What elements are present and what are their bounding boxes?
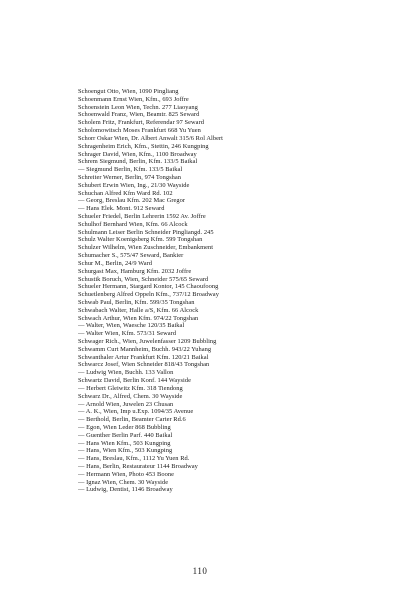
directory-entry: Schwager Rich., Wien, Juwelenfasser 1209 Bubbling xyxy=(78,338,217,345)
directory-entry: Schoenmann Ernst Wien, Kfm., 693 Joffre xyxy=(78,95,189,103)
directory-entry: — Hans, Berlin, Restaurateur 1144 Broadway xyxy=(78,463,198,470)
directory-entry: Schoenstein Leon Wien, Techn. 277 Liaoyang xyxy=(78,103,198,111)
directory-entry: Schumacher S., 575/47 Seward, Bankier xyxy=(78,252,184,260)
directory-entry: Schoengut Otto, Wien, 1090 Pingliang xyxy=(78,88,179,95)
directory-entry: — Hans Elek. Mont. 912 Seward xyxy=(78,205,165,213)
directory-entry: Scholomowitsch Moses Frankfurt 668 Yu Yuen xyxy=(78,127,201,135)
page-number: 110 xyxy=(192,566,208,576)
directory-entry: Schwanthaler Artur Frankfurt Kfm. 120/21 Baikal xyxy=(78,353,209,361)
directory-entry: Schrager David, Wien, Kfm., 1100 Broadway xyxy=(78,150,197,158)
directory-entry: — Hans, Wien Kfm., 503 Kungping xyxy=(78,447,173,455)
directory-entry: — Ignaz Wien, Chem. 30 Wayside xyxy=(78,478,169,486)
directory-entry: Schwartz David, Berlin Konf. 144 Wayside xyxy=(78,377,192,385)
directory-entry: Schwab Paul, Berlin, Kfm. 599/35 Tongshan xyxy=(78,298,195,306)
directory-entry: Schurgast Max, Hamburg Kfm. 2032 Joffre xyxy=(78,267,192,275)
directory-entry: — Hans Wien Kfm., 503 Kungping xyxy=(78,439,171,447)
directory-entry: Schuetlenberg Alfred Oppeln Kfm., 737/12 Broadway xyxy=(78,291,219,299)
directory-entry: Scholem Fritz, Frankfurt, Referendar 97 Seward xyxy=(78,119,204,127)
directory-entry: Schwarcz Josef, Wien Schneider 818/43 Tongshan xyxy=(78,361,210,369)
directory-entry: Schwarz Dr., Alfred, Chem. 30 Wayside xyxy=(78,392,183,400)
directory-entry: — Hans, Breslau, Kfm., 1112 Yu Yuen Rd. xyxy=(78,455,190,463)
directory-entry: — Arnold Wien, Juwelen 23 Chusan xyxy=(78,400,174,408)
directory-entry: — Ludwig, Dentist, 1146 Broadway xyxy=(78,486,173,494)
directory-entry: Schueler Friedel, Berlin Lehrerin 1592 Av. Joffre xyxy=(78,213,206,220)
directory-entry: Schustik Boruch, Wien, Schneider 575/65 Seward xyxy=(78,275,209,283)
directory-entry: — A. K., Wien, Imp u.Exp. 1094/35 Avenue xyxy=(78,408,194,416)
directory-entry: Schorr Oskar Wien, Dr. Albert Anwalt 315/6 Rol Albert xyxy=(78,134,223,142)
directory-entry: Schoenwald Franz, Wien, Beamtr. 825 Seward xyxy=(78,111,200,119)
directory-entry-list xyxy=(78,88,394,494)
directory-entry: Schulmann Leiser Berlin Schneider Pingliangd. 245 xyxy=(78,228,214,236)
directory-entry: — Georg, Breslau Kfm. 202 Mac Gregor xyxy=(78,197,186,205)
directory-entry: Schulhof Bernhard Wien, Kfm. 66 Alcock xyxy=(78,220,188,228)
directory-entry: Schwamm Curt Mannheim, Buchh. 943/22 Yuhang xyxy=(78,345,212,353)
directory-entry: Schueler Hermann, Stargard Kontor, 145 Chaoufoong xyxy=(78,283,219,291)
directory-entry: — Hermann Wien, Photo 453 Boone xyxy=(78,470,174,478)
directory-entry: Schur M., Berlin, 24/9 Ward xyxy=(78,259,153,267)
directory-entry: — Egon, Wien Leder 868 Bubbling xyxy=(78,423,171,431)
directory-entry: — Siegmund Berlin, Kfm. 133/5 Baikal xyxy=(78,166,183,174)
directory-entry: Schulzer Wilhelm, Wien Zuschneider, Embankment xyxy=(78,244,214,252)
directory-entry: Schwabach Walter, Halle a/S, Kfm. 66 Alcock xyxy=(78,306,199,314)
directory-entry: Schreiter Werner, Berlin, 974 Tongshan xyxy=(78,173,182,181)
directory-entry: — Herbert Gleiwitz Kfm. 318 Tiendong xyxy=(78,384,183,392)
directory-entry: Schulz Walter Koenigsberg Kfm. 599 Tongshan xyxy=(78,236,203,244)
directory-entry: Schrem Siegmund, Berlin, Kfm. 133/5 Baikal xyxy=(78,158,198,166)
directory-entry: — Walter, Wien, Waesche 120/35 Baikal xyxy=(78,322,185,330)
directory-entry: — Berthold, Berlin, Beamter Carter Rd.6 xyxy=(78,416,186,424)
directory-entry: Schuchan Alfred Kfm Ward Rd. 102 xyxy=(78,189,173,197)
directory-entry: Schwach Arthur, Wien Kfm. 974/22 Tongshan xyxy=(78,314,199,322)
directory-entry: — Walter Wien, Kfm. 573/31 Seward xyxy=(78,330,177,338)
directory-entry: Schubert Erwin Wien, Ing., 21/30 Wayside xyxy=(78,181,190,189)
directory-entry: Schragenheim Erich, Kfm., Stettin, 246 Kungping xyxy=(78,142,209,150)
directory-entry: — Guenther Berlin Parf. 440 Baikal xyxy=(78,431,173,439)
directory-entry: — Ludwig Wien, Buchh. 133 Vallon xyxy=(78,369,174,377)
